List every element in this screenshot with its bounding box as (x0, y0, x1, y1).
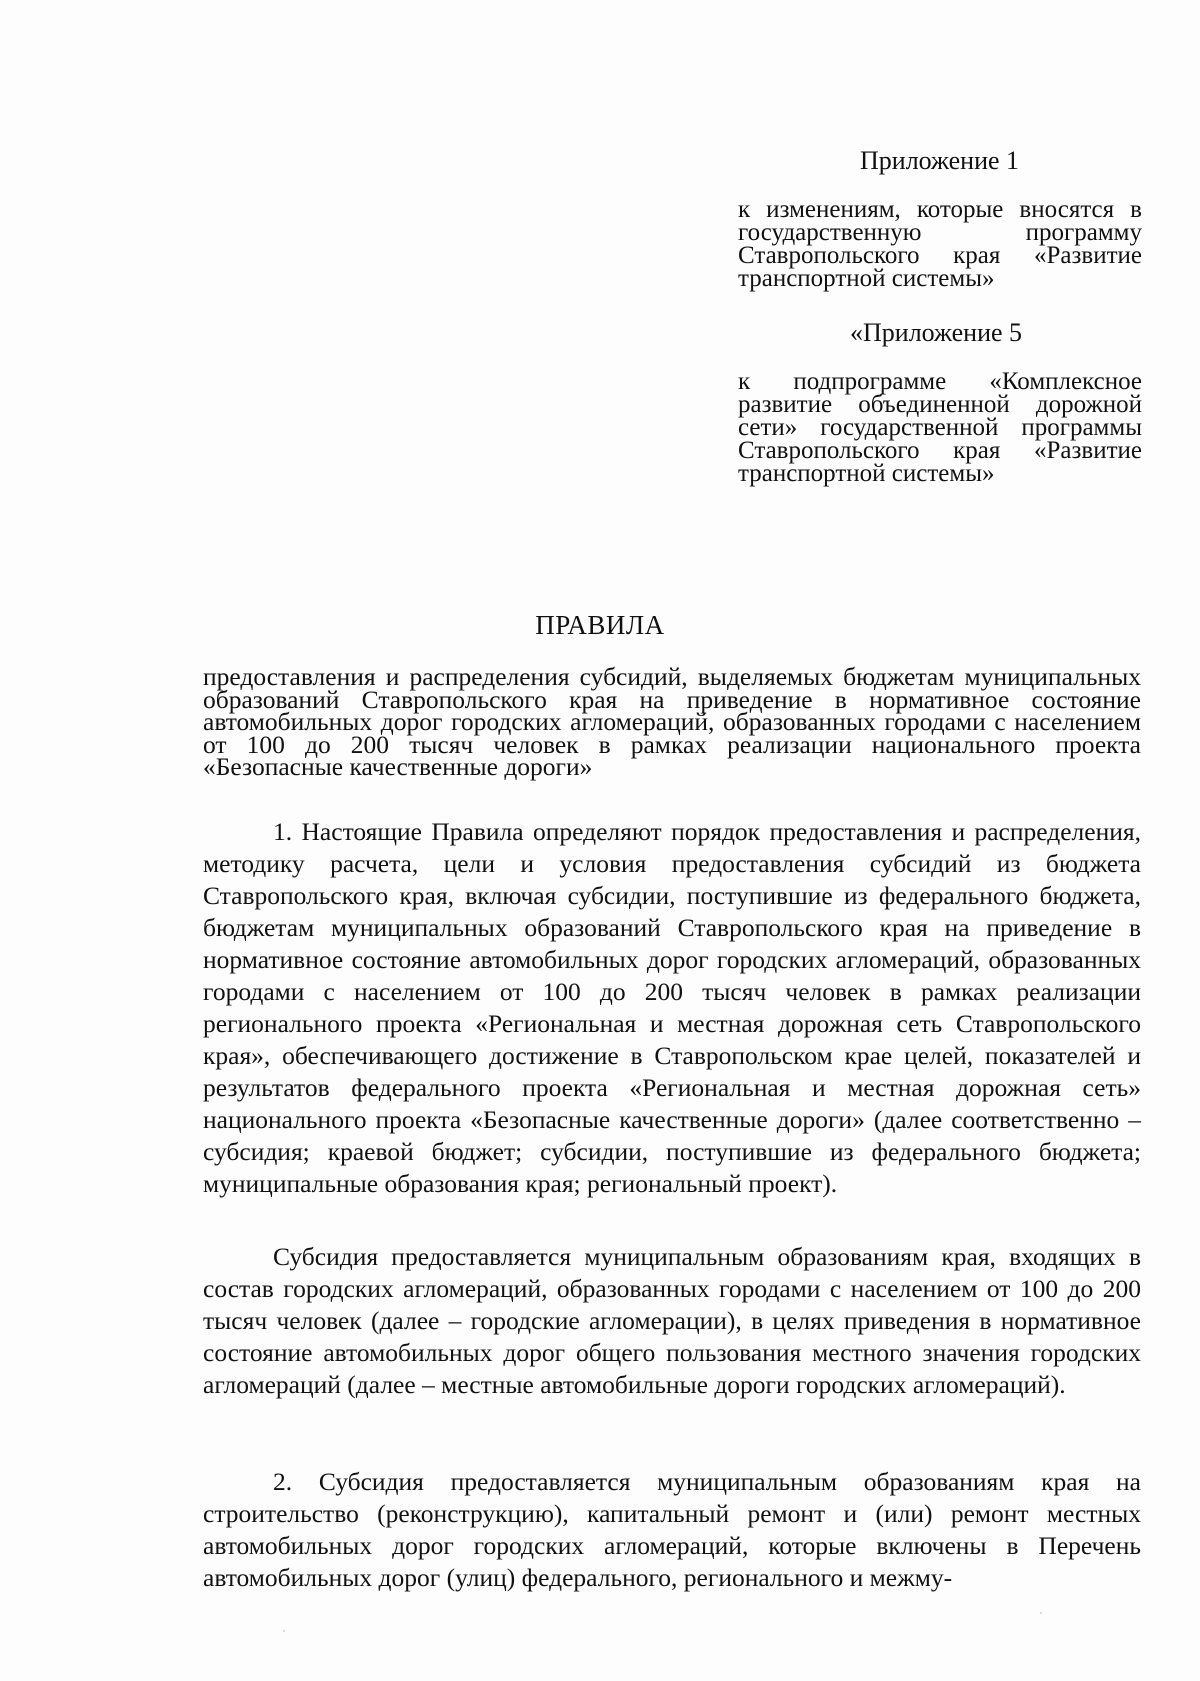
document-subtitle: предоставления и распределения субсидий, выделяемых бюджетам муниципальных образований Ставропольского края на приведение в нормативное состояние автомобильных дорог городских агломераций, образованных городами с населением от 100 до 200 тысяч человек в рамках реализации национального проекта «Безопасные качественные дороги» (203, 662, 1141, 781)
document-title: ПРАВИЛА (535, 610, 665, 640)
annex-5-text: к подпрограмме «Комплексное развитие объединенной дорожной сети» государственной программы Ставропольского края «Развитие транспортной системы» (738, 368, 1142, 487)
paragraph-3: 2. Субсидия предоставляется муниципальным образованиям края на строительство (реконструкцию), капитальный ремонт и (или) ремонт местных автомобильных дорог городских агломераций, которые включены в Перечень автомобильных дорог (улиц) федерального, регионального и межму- (203, 1467, 1141, 1592)
scan-speck (1040, 1612, 1042, 1614)
annex-1-text: к изменениям, которые вносятся в государственную программу Ставропольского края «Развитие транспортной системы» (738, 196, 1142, 292)
paragraph-2: Субсидия предоставляется муниципальным образованиям края, входящих в состав городских агломераций, образованных городами с населением от 100 до 200 тысяч человек (далее – городские агломерации), в целях приведения в нормативное состояние автомобильных дорог общего пользования местного значения городских агломераций (далее – местные автомобильные дороги городских агломераций). (203, 1242, 1141, 1399)
annex-5-title: «Приложение 5 (850, 318, 1023, 347)
annex-1-title: Приложение 1 (860, 146, 1020, 175)
scan-speck (283, 1630, 285, 1632)
paragraph-1: 1. Настоящие Правила определяют порядок предоставления и распределения, методику расчета, цели и условия предоставления субсидий из бюджета Ставропольского края, включая субсидии, поступившие из федерального бюджета, бюджетам муниципальных образований Ставропольского края на приведение в нормативное состояние автомобильных дорог городских агломераций, образованных городами с населением от 100 до 200 тысяч человек в рамках реализации регионального проекта «Региональная и местная дорожная сеть Ставропольского края», обеспечивающего достижение в Ставропольском крае целей, показателей и результатов федерального проекта «Региональная и местная дорожная сеть» национального проекта «Безопасные качественные дороги» (далее соответственно – субсидия; краевой бюджет; субсидии, поступившие из федерального бюджета; муниципальные образования края; региональный проект). (203, 817, 1141, 1198)
